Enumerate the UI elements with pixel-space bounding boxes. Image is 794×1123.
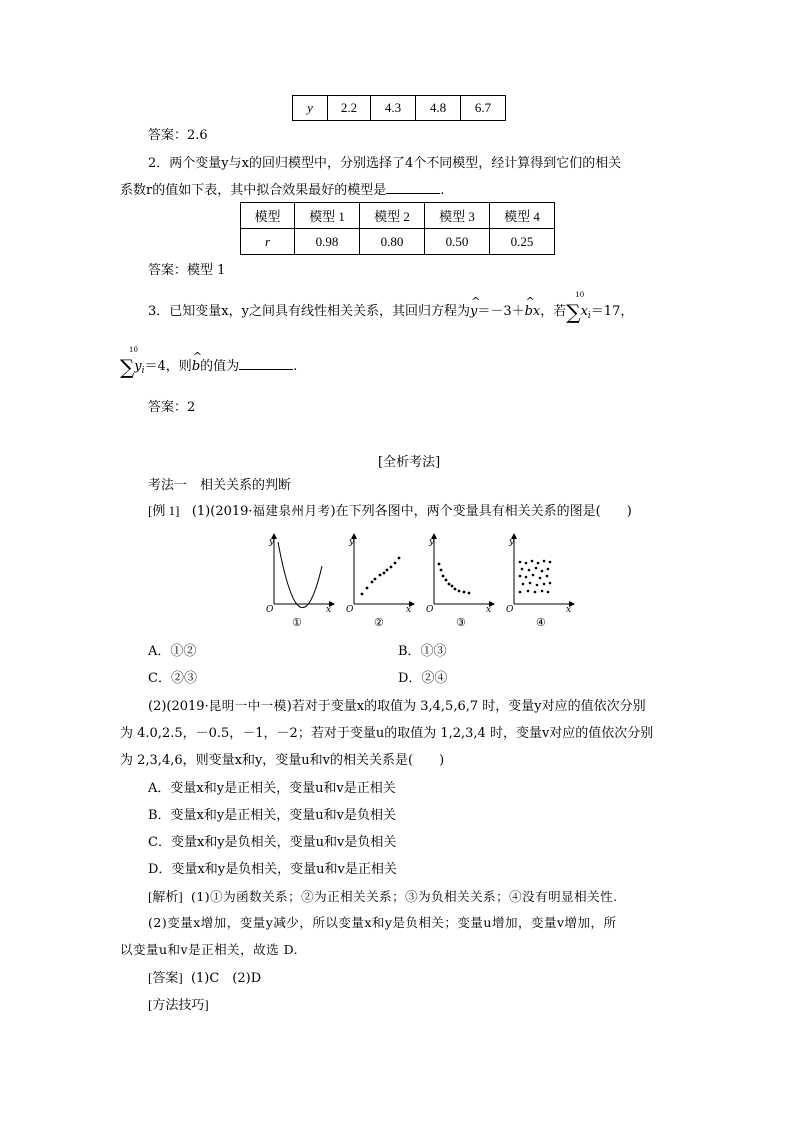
table-cell: 2.2: [328, 96, 371, 121]
q3-answer: 答案：2: [148, 400, 196, 415]
q3-line1: [148, 291, 634, 324]
data-table-y: [292, 95, 506, 121]
graph-label: ④: [536, 616, 546, 629]
sum-y-value: ＝4，则: [144, 359, 192, 374]
choice-c: C．变量x和y是负相关，变量u和v是负相关: [148, 835, 397, 850]
q3-line2: [120, 346, 298, 379]
example-label: [例 1]: [148, 503, 180, 518]
option-b: B．①③: [398, 644, 447, 659]
section-title: [全析考法]: [378, 455, 441, 470]
graph-4: [506, 536, 572, 629]
axis-y-label: y: [509, 537, 515, 547]
sum-var-x: x: [580, 304, 588, 319]
sum-sub: i: [141, 366, 145, 376]
choice-a: A．变量x和y是正相关，变量u和v是正相关: [148, 781, 396, 796]
example1-part1: [148, 500, 632, 519]
q2-line2: [120, 179, 444, 198]
part2-text: )若对于变量x的取值为 3,4,5,6,7 时，变量y对应的值依次分别: [286, 699, 646, 714]
table-cell: 0.50: [425, 229, 490, 255]
b-hat: ^ b: [525, 304, 533, 319]
q2-line1: 2．两个变量y与x的回归模型中，分别选择了4个不同模型，经计算得到它们的相关: [148, 156, 622, 171]
q3-line2-text: 的值为: [200, 359, 240, 374]
analysis-line3: 以变量u和v是正相关，故选 D.: [120, 942, 299, 957]
positive-scatter-points: [361, 557, 401, 596]
table-cell: 模型: [241, 203, 295, 229]
axis-origin-label: O: [506, 605, 514, 615]
source-tag: 福建泉州月考: [252, 503, 331, 518]
scatter-graphs: [262, 530, 582, 630]
negative-scatter-points: [438, 563, 471, 595]
choice-b: B．变量x和y是正相关，变量u和v是负相关: [148, 808, 396, 823]
table-header-y: y: [293, 96, 328, 121]
graph-2: [346, 536, 412, 629]
graph-3: [426, 536, 492, 629]
axis-y-label: y: [349, 537, 355, 547]
part1-prefix: (1)(2019·: [191, 504, 253, 519]
q3-eq: ＝－3＋: [477, 304, 525, 319]
table-cell: r: [241, 229, 295, 255]
q1-answer: 答案：2.6: [148, 128, 208, 143]
sum-var-y: y: [134, 359, 142, 374]
analysis-line2: (2)变量x增加，变量y减少，所以变量x和y是负相关；变量u增加，变量v增加，所: [148, 915, 617, 930]
parabola-curve: [278, 542, 322, 608]
option-c: C．②③: [148, 671, 197, 686]
analysis-text: (1)①为函数关系；②为正相关关系；③为负相关关系；④没有明显相关性.: [190, 889, 618, 904]
axis-x-label: x: [406, 605, 412, 615]
axis-origin-label: O: [266, 605, 274, 615]
choice-d: D．变量x和y是负相关，变量u和v是正相关: [148, 862, 397, 877]
table-cell: 0.80: [360, 229, 425, 255]
answer-label: [答案]: [148, 970, 183, 985]
analysis-line1: [148, 886, 618, 905]
axis-y-label: y: [269, 537, 275, 547]
random-scatter-points: [519, 560, 552, 594]
table-cell: 模型 3: [425, 203, 490, 229]
option-d: D．②④: [398, 671, 448, 686]
q2-answer: 答案：模型 1: [148, 263, 226, 278]
graph-1: [266, 536, 332, 629]
graph-label: ①: [292, 616, 302, 629]
axis-y-label: y: [429, 537, 435, 547]
sum-top: 10: [129, 346, 138, 354]
sum-symbol: ∑ 10: [120, 346, 138, 379]
sum-top: 10: [575, 291, 585, 299]
part2-line2: 为 4.0,2.5，－0.5，－1，－2；若对于变量u的取值为 1,2,3,4 时，变量v对应的值依次分别: [120, 726, 654, 741]
graph-label: ②: [374, 616, 384, 629]
analysis-label: [解析]: [148, 889, 183, 904]
axis-x-label: x: [486, 605, 492, 615]
source-tag: 昆明一中一模: [208, 698, 287, 713]
q3-x: x: [532, 304, 541, 319]
table-cell: 模型 1: [295, 203, 360, 229]
part2-line3: 为 2,3,4,6，则变量x和y，变量u和v的相关关系是( ): [120, 753, 445, 768]
answer-blank: [239, 357, 293, 370]
part2-prefix: (2)(2019·: [148, 699, 209, 714]
q2-line2-end: .: [440, 183, 445, 198]
part1-text: )在下列各图中，两个变量具有相关关系的图是( ): [330, 504, 632, 519]
axis-x-label: x: [566, 605, 572, 615]
q3-text: 3．已知变量x，y之间具有线性相关关系，其回归方程为: [148, 304, 470, 319]
table-cell: 模型 4: [490, 203, 555, 229]
q3-text-b: ，若: [540, 304, 567, 319]
model-r-table: [240, 202, 555, 255]
answer-text: (1)C (2)D: [190, 971, 262, 986]
method-title: 考法一 相关关系的判断: [148, 478, 292, 493]
answer-blank: [386, 181, 440, 194]
y-hat: ^ y: [470, 304, 477, 319]
table-cell: 0.98: [295, 229, 360, 255]
sum-symbol: ∑ 10: [566, 291, 585, 324]
q2-line2-text: 系数r的值如下表，其中拟合效果最好的模型是: [120, 183, 387, 198]
graph-label: ③: [456, 616, 466, 629]
axis-origin-label: O: [426, 605, 434, 615]
table-cell: 6.7: [461, 96, 506, 121]
table-cell: 0.25: [490, 229, 555, 255]
option-a: A．①②: [148, 644, 197, 659]
answer-line: [148, 967, 261, 986]
method-tips: [方法技巧]: [148, 997, 209, 1012]
table-cell: 4.3: [371, 96, 416, 121]
sum-x-value: ＝17，: [590, 304, 634, 319]
axis-x-label: x: [326, 605, 332, 615]
table-cell: 4.8: [416, 96, 461, 121]
table-cell: 模型 2: [360, 203, 425, 229]
axis-origin-label: O: [346, 605, 354, 615]
b-hat: ^ b: [192, 359, 200, 374]
q3-period: .: [293, 359, 298, 374]
part2-line1: [148, 695, 646, 714]
sum-sub: i: [587, 311, 591, 321]
